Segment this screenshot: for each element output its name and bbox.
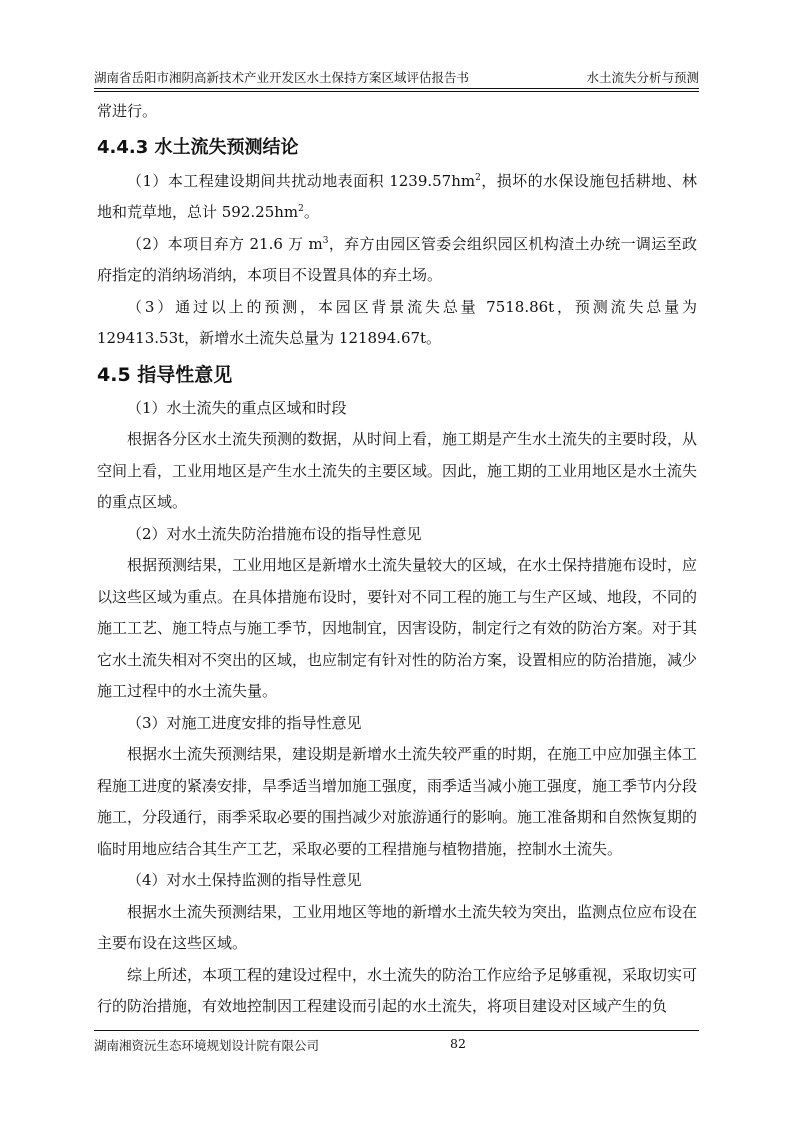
summary-paragraph: 综上所述，本项工程的建设过程中，水土流失的防治工作应给予足够重视，采取切实可行的防治措施，有效地控制因工程建设而引起的水土流失，将项目建设对区域产生的负 [97,965,698,1015]
guidance-3-text: 根据水土流失预测结果，建设期是新增水土流失较严重的时期，在施工中应加强主体工程施工进度的紧凑安排，旱季适当增加施工强度，雨季适当减小施工强度，施工季节内分段施工，分段通行，雨季采取必要的围挡减少对旅游通行的影响。施工准备期和自然恢复期的临时用地应结合其生产工艺，采取必要的工程措施与植物措施，控制水土流失。 [97,745,698,858]
header-chapter-title: 水土流失分析与预测 [586,70,699,85]
page-number: 82 [450,1036,466,1051]
guidance-4-title: （4）对水土保持监测的指导性意见 [127,871,362,889]
section-heading-4-5: 4.5 指导性意见 [97,363,233,386]
guidance-2-text: 根据预测结果，工业用地区是新增水土流失量较大的区域，在水土保持措施布设时，应以这些区域为重点。在具体措施布设时，要针对不同工程的施工与生产区域、地段，不同的施工工艺、施工特点与施工季节，因地制宜，因害设防，制定行之有效的防治方案。对于其它水土流失相对不突出的区域，也应制定有针对性的防治方案，设置相应的防治措施，减少施工过程中的水土流失量。 [97,556,698,700]
guidance-1-title: （1）水土流失的重点区域和时段 [127,398,347,417]
guidance-2-title: （2）对水土流失防治措施布设的指导性意见 [127,524,422,543]
page-footer [94,1036,699,1054]
page-header [94,66,699,86]
footer-company: 湖南湘资沅生态环境规划设计院有限公司 [94,1038,320,1053]
page-body [97,96,697,1023]
header-report-title: 湖南省岳阳市湘阴高新技术产业开发区水土保持方案区域评估报告书 [94,70,470,85]
guidance-3-title: （3）对施工进度安排的指导性意见 [127,713,362,732]
header-divider [94,88,699,89]
header-divider-thin [94,91,699,92]
conclusion-item-3: （3）通过以上的预测，本园区背景流失总量 7518.86t，预测流失总量为 129413.53t，新增水土流失总量为 121894.67t。 [97,297,697,347]
guidance-1-text: 根据各分区水土流失预测的数据，从时间上看，施工期是产生水土流失的主要时段，从空间上看，工业用地区是产生水土流失的主要区域。因此，施工期的工业用地区是水土流失的重点区域。 [97,430,698,511]
conclusion-item-1: （1）本工程建设期间共扰动地表面积 $1239.57hm^2$，损坏的水保设施包括耕地、林地和荒草地，总计 $592.25hm^2$。 [97,171,697,221]
section-heading-4-4-3: 4.4.3 水土流失预测结论 [97,136,299,158]
continuation-text: 常进行。 [97,102,158,120]
guidance-4-text: 根据水土流失预测结果，工业用地区等地的新增水土流失较为突出，监测点位应布设在主要布设在这些区域。 [97,902,698,952]
footer-divider [94,1030,699,1031]
conclusion-item-2: （2）本项目弃方 21.6 万 $m^3$，弃方由园区管委会组织园区机构渣土办统一调运至政府指定的消纳场消纳，本项目不设置具体的弃土场。 [97,234,697,284]
